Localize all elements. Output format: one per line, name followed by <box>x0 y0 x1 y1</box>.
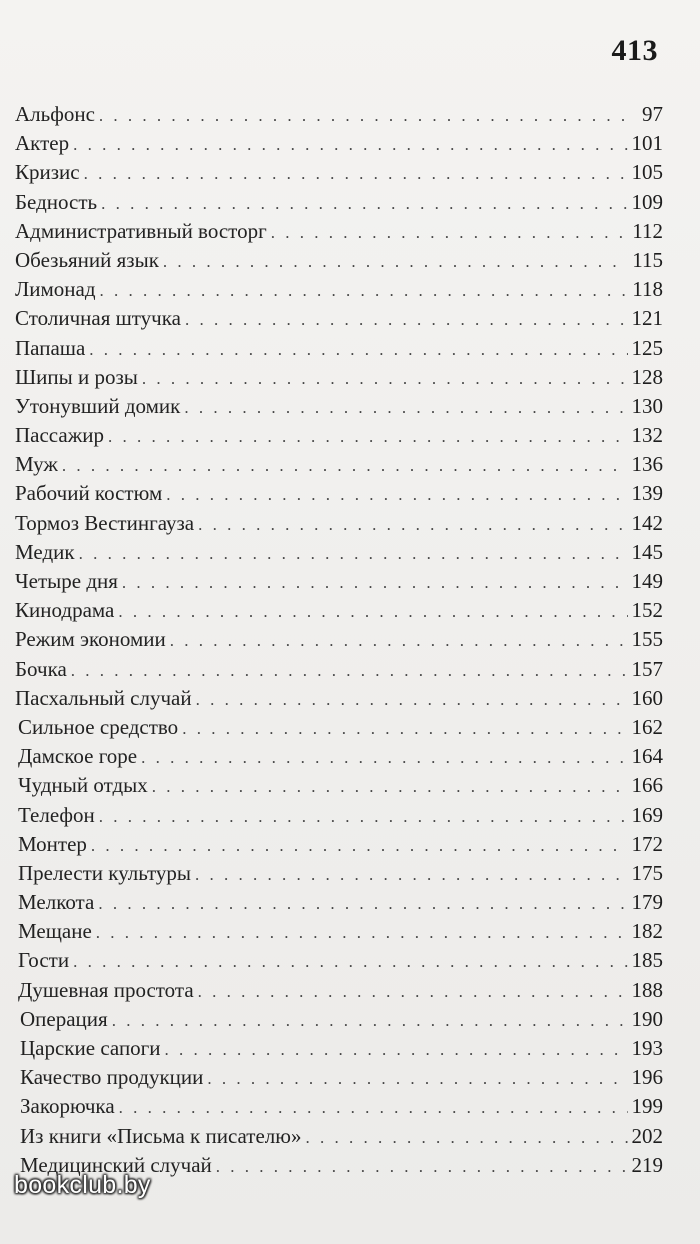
toc-leader-dots <box>73 130 627 159</box>
toc-entry-title: Чудный отдых <box>18 773 148 798</box>
toc-entry-page: 115 <box>632 247 663 272</box>
toc-entry-title: Альфонс <box>15 102 95 126</box>
toc-leader-dots <box>166 480 627 509</box>
toc-entry-page: 112 <box>632 218 663 243</box>
toc-leader-dots <box>119 1093 628 1122</box>
toc-entry <box>15 625 663 654</box>
toc-entry-page: 125 <box>631 335 663 360</box>
toc-leader-dots <box>271 218 629 247</box>
toc-entry-title: Обезьяний язык <box>15 247 159 272</box>
toc-entry-page: 139 <box>631 481 663 506</box>
toc-entry-title: Дамское горе <box>18 744 138 769</box>
toc-entry-title: Медицинский случай <box>20 1152 212 1177</box>
toc-entry <box>15 158 663 187</box>
toc-entry <box>15 363 663 392</box>
toc-leader-dots <box>182 714 627 743</box>
toc-entry <box>15 655 663 684</box>
toc-leader-dots <box>184 393 627 422</box>
toc-entry-title: Тормоз Вестингауза <box>15 510 195 535</box>
toc-leader-dots <box>141 743 627 772</box>
toc-entry-title: Мещане <box>18 919 92 944</box>
toc-entry <box>15 684 663 713</box>
toc-entry <box>15 801 663 830</box>
toc-leader-dots <box>79 539 628 568</box>
toc-entry-page: 164 <box>631 744 663 769</box>
toc-entry-title: Душевная простота <box>18 977 194 1002</box>
toc-leader-dots <box>152 772 628 801</box>
toc-entry-page: 199 <box>631 1094 663 1119</box>
toc-entry <box>15 1034 663 1063</box>
toc-entry-title: Столичная штучка <box>15 306 181 331</box>
toc-entry-title: Медик <box>15 539 75 564</box>
toc-leader-dots <box>99 802 628 831</box>
toc-entry-page: 185 <box>631 948 663 973</box>
toc-leader-dots <box>96 918 628 947</box>
toc-entry <box>15 917 663 946</box>
toc-entry-title: Царские сапоги <box>20 1036 161 1060</box>
toc-entry <box>15 450 663 479</box>
toc-leader-dots <box>207 1064 627 1093</box>
toc-leader-dots <box>216 1152 628 1181</box>
toc-entry-page: 162 <box>631 714 663 739</box>
toc-entry-title: Пасхальный случай <box>15 685 192 710</box>
toc-entry-title: Телефон <box>18 802 95 827</box>
toc-entry <box>15 1122 663 1151</box>
toc-entry-page: 166 <box>631 773 663 798</box>
toc-entry-page: 169 <box>631 802 663 827</box>
toc-entry-page: 179 <box>631 890 663 915</box>
toc-entry <box>15 217 663 246</box>
toc-entry-page: 160 <box>631 685 663 710</box>
toc-entry-title: Кинодрама <box>15 598 115 623</box>
toc-entry-page: 109 <box>631 189 663 214</box>
toc-entry-title: Гости <box>18 948 70 973</box>
toc-entry-title: Монтер <box>18 831 87 856</box>
toc-entry <box>15 392 663 421</box>
toc-entry-title: Лимонад <box>15 277 96 302</box>
toc-leader-dots <box>165 1035 628 1064</box>
toc-entry-title: Актер <box>15 131 70 156</box>
toc-entry <box>15 188 663 217</box>
toc-entry-title: Бочка <box>15 656 67 681</box>
toc-entry <box>15 246 663 275</box>
toc-entry <box>15 596 663 625</box>
toc-entry-title: Сильное средство <box>18 714 179 739</box>
toc-entry-title: Операция <box>20 1006 108 1031</box>
toc-entry <box>15 479 663 508</box>
toc-entry-page: 132 <box>631 423 663 448</box>
toc-entry <box>15 976 663 1005</box>
toc-leader-dots <box>101 189 627 218</box>
toc-leader-dots <box>195 860 627 889</box>
toc-entry-page: 152 <box>631 598 663 623</box>
toc-leader-dots <box>142 364 628 393</box>
toc-entry <box>15 1005 663 1034</box>
toc-leader-dots <box>185 305 628 334</box>
toc-entry-page: 130 <box>631 393 663 418</box>
toc-entry <box>15 509 663 538</box>
toc-entry <box>15 713 663 742</box>
toc-entry-page: 128 <box>631 364 663 389</box>
toc-entry <box>15 421 663 450</box>
toc-leader-dots <box>198 977 628 1006</box>
toc-entry <box>15 830 663 859</box>
toc-entry <box>15 334 663 363</box>
toc-entry-page: 202 <box>631 1123 663 1148</box>
toc-leader-dots <box>99 101 631 130</box>
table-of-contents <box>15 100 663 1180</box>
toc-leader-dots <box>196 685 628 714</box>
toc-entry-page: 105 <box>631 160 663 185</box>
toc-entry-page: 97 <box>642 102 663 126</box>
toc-leader-dots <box>71 656 628 685</box>
toc-entry <box>15 888 663 917</box>
toc-leader-dots <box>122 568 628 597</box>
toc-entry <box>15 742 663 771</box>
toc-entry-page: 190 <box>631 1006 663 1031</box>
toc-leader-dots <box>62 451 628 480</box>
toc-entry-title: Рабочий костюм <box>15 481 163 506</box>
toc-entry-title: Папаша <box>15 335 86 360</box>
toc-entry-title: Шипы и розы <box>15 364 138 389</box>
toc-entry-page: 182 <box>631 919 663 944</box>
toc-leader-dots <box>170 626 628 655</box>
toc-entry <box>15 129 663 158</box>
toc-entry <box>15 859 663 888</box>
toc-entry-title: Из книги «Письма к писателю» <box>20 1123 302 1148</box>
page-number: 413 <box>611 34 658 67</box>
toc-leader-dots <box>118 597 627 626</box>
toc-entry <box>15 567 663 596</box>
toc-leader-dots <box>89 335 627 364</box>
toc-entry-title: Кризис <box>15 160 80 185</box>
toc-entry-title: Утонувший домик <box>15 393 181 418</box>
toc-leader-dots <box>73 947 627 976</box>
toc-entry-title: Режим экономии <box>15 627 166 652</box>
toc-entry-page: 196 <box>631 1065 663 1090</box>
toc-entry-page: 121 <box>631 306 663 331</box>
toc-leader-dots <box>198 510 627 539</box>
toc-entry <box>15 275 663 304</box>
toc-leader-dots <box>98 889 627 918</box>
toc-entry-page: 157 <box>631 656 663 681</box>
toc-entry <box>15 1092 663 1121</box>
toc-leader-dots <box>91 831 628 860</box>
toc-leader-dots <box>100 276 629 305</box>
toc-entry-title: Мелкота <box>18 890 95 915</box>
toc-leader-dots <box>163 247 628 276</box>
toc-entry-page: 149 <box>631 569 663 593</box>
toc-entry-page: 136 <box>631 452 663 477</box>
toc-entry-title: Пассажир <box>15 423 104 448</box>
toc-entry-page: 145 <box>631 539 663 564</box>
toc-entry <box>15 771 663 800</box>
toc-entry <box>15 946 663 975</box>
toc-entry-title: Прелести культуры <box>18 860 192 885</box>
toc-leader-dots <box>305 1123 627 1152</box>
toc-leader-dots <box>108 422 628 451</box>
toc-leader-dots <box>112 1006 628 1035</box>
toc-entry-page: 142 <box>631 510 663 535</box>
toc-entry-title: Административный восторг <box>15 218 267 243</box>
toc-entry-page: 193 <box>631 1036 663 1060</box>
toc-entry-title: Закорючка <box>20 1094 115 1119</box>
toc-entry-page: 188 <box>631 977 663 1002</box>
toc-entry-title: Качество продукции <box>20 1065 204 1090</box>
toc-entry-page: 155 <box>631 627 663 652</box>
toc-entry <box>15 100 663 129</box>
toc-entry-title: Четыре дня <box>15 569 118 593</box>
toc-entry-title: Бедность <box>15 189 98 214</box>
toc-entry <box>15 1063 663 1092</box>
toc-entry-page: 219 <box>631 1152 663 1177</box>
toc-entry-page: 175 <box>631 860 663 885</box>
watermark: bookclub.by <box>14 1171 151 1199</box>
toc-entry-page: 172 <box>631 831 663 856</box>
toc-entry <box>15 304 663 333</box>
toc-entry <box>15 538 663 567</box>
toc-entry-title: Муж <box>15 452 58 477</box>
toc-entry-page: 101 <box>631 131 663 156</box>
toc-entry-page: 118 <box>632 277 663 302</box>
toc-leader-dots <box>84 159 628 188</box>
